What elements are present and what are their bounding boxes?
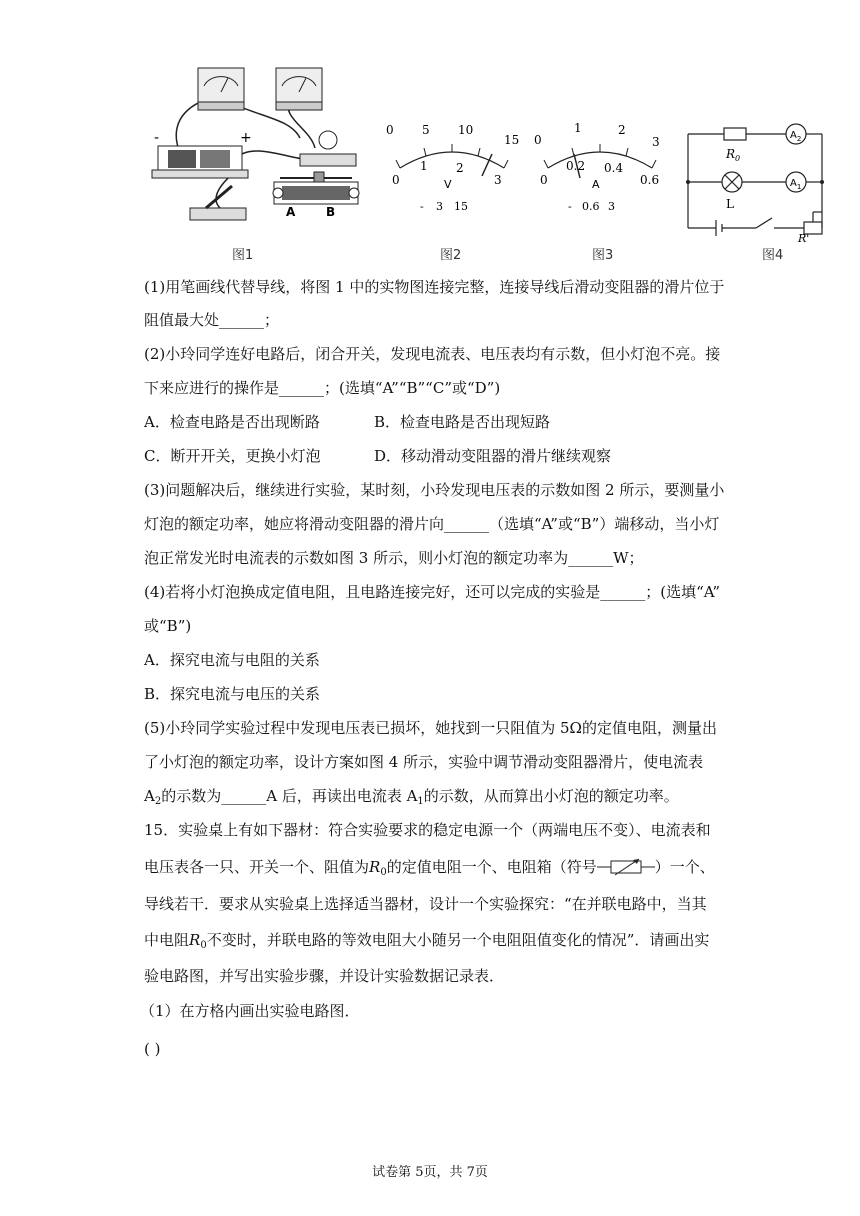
voltmeter-dial (382, 118, 522, 218)
rheostat-label-b: B (326, 205, 336, 219)
q3-line-1: (3)问题解决后，继续进行实验，某时刻，小玲发现电压表的示数如图 2 所示，要测量小 (144, 481, 725, 499)
schematic-rheostat-label: R' (798, 232, 810, 245)
page-footer: 试卷第 5页，共 7页 (372, 1165, 488, 1180)
figure-1-caption: 图1 (232, 248, 254, 263)
q5-line-3-c: 的示数，从而算出小灯泡的额定功率。 (423, 787, 679, 805)
q4-line-2: 或“B”) (144, 617, 192, 635)
q15-r0-subscript: 0 (380, 867, 387, 878)
q15-line-4-r0-letter: R (189, 931, 201, 949)
voltmeter-bottom-tick-2: 2 (456, 161, 464, 175)
q5-line-1: (5)小玲同学实验过程中发现电压表已损坏，她找到一只阻值为 5Ω的定值电阻，测量出 (144, 719, 717, 737)
q5-line-3-a: A (144, 787, 155, 805)
q15-line-5: 验电路图，并写出实验步骤，并设计实验数据记录表． (144, 967, 505, 985)
a2-letter: A (790, 130, 797, 141)
q4-option-b: B．探究电流与电压的关系 (144, 685, 321, 703)
q3-line-3: 泡正常发光时电流表的示数如图 3 所示，则小灯泡的额定功率为______W； (144, 549, 644, 567)
q2-line-2: 下来应进行的操作是______；(选填“A”“B”“C”或“D”) (144, 379, 501, 397)
ammeter-top-tick-0: 0 (534, 133, 542, 147)
q5-sub-2: 2 (154, 796, 162, 807)
figure-2-caption: 图2 (440, 248, 462, 263)
q2-line-1: (2)小玲同学连好电路后，闭合开关，发现电流表、电压表均有示数，但小灯泡不亮。接 (144, 345, 721, 363)
q5-line-3 (144, 785, 679, 807)
r0-subscript: 0 (735, 154, 741, 163)
battery-plus-label: + (240, 130, 252, 146)
ammeter-terminal-3: 3 (608, 200, 615, 213)
voltmeter-top-tick-10: 10 (458, 123, 474, 137)
voltmeter-unit: V (444, 178, 452, 191)
q1-line-2: 阻值最大处______； (144, 311, 280, 329)
figure-3-caption: 图3 (592, 248, 614, 263)
q15-line-1: 15．实验桌上有如下器材：符合实验要求的稳定电源一个（两端电压不变）、电流表和 (144, 821, 711, 839)
a1-letter: A (790, 178, 797, 189)
q2-option-a: A．检查电路是否出现断路 (144, 413, 320, 431)
q2-option-c: C．断开开关，更换小灯泡 (144, 447, 321, 465)
figure-1 (140, 58, 370, 238)
a2-subscript: 2 (796, 135, 802, 143)
q15-line-2-a: 电压表各一只、开关一个、阻值为 (144, 858, 370, 876)
figures-row (140, 58, 810, 268)
voltmeter-bottom-tick-1: 1 (420, 159, 428, 173)
ammeter-top-tick-1: 1 (574, 121, 582, 135)
voltmeter-bottom-tick-3: 3 (494, 173, 502, 187)
q15-line-4-b: 不变时，并联电路的等效电阻大小随另一个电阻阻值变化的情况”．请画出实 (206, 931, 710, 949)
voltmeter-top-tick-15: 15 (504, 133, 520, 147)
resistance-box-symbol-icon (597, 858, 655, 876)
q15-line-3: 导线若干．要求从实验桌上选择适当器材，设计一个实验探究：“在并联电路中，当其 (144, 895, 707, 913)
q15-answer-blank: ( ) (144, 1040, 161, 1058)
figure-4 (680, 118, 830, 245)
q15-line-2-b: 的定值电阻一个、电阻箱（符号 (386, 858, 597, 876)
q2-option-d: D．移动滑动变阻器的滑片继续观察 (374, 447, 612, 465)
q4-option-a: A．探究电流与电阻的关系 (144, 651, 320, 669)
figure-2 (382, 118, 522, 218)
q1-line-1: (1)用笔画线代替导线，将图 1 中的实物图连接完整，连接导线后滑动变阻器的滑片位于 (144, 278, 725, 296)
q2-option-b: B．检查电路是否出现短路 (374, 413, 551, 431)
ammeter-bottom-tick-06: 0.6 (640, 173, 660, 187)
voltmeter-top-tick-5: 5 (422, 123, 430, 137)
voltmeter-terminal-minus: - (420, 200, 424, 213)
schematic-lamp-label: L (726, 197, 734, 211)
q15-line-6: （1）在方格内画出实验电路图． (140, 1002, 360, 1020)
ammeter-terminal-minus: - (568, 200, 572, 213)
figure-1-drawing (140, 58, 370, 238)
q4-line-1: (4)若将小灯泡换成定值电阻，且电路连接完好，还可以完成的实验是______；(选填“A” (144, 583, 721, 601)
q5-line-2: 了小灯泡的额定功率，设计方案如图 4 所示，实验中调节滑动变阻器滑片，使电流表 (144, 753, 704, 771)
q15-line-4-r0-subscript: 0 (200, 940, 207, 951)
q3-line-2: 灯泡的额定功率，她应将滑动变阻器的滑片向______（选填“A”或“B”）端移动，当小灯 (144, 515, 720, 533)
q5-line-3-b: 的示数为______A 后，再读出电流表 A (161, 787, 418, 805)
q15-line-4-a: 中电阻 (144, 931, 190, 949)
ammeter-unit: A (592, 178, 600, 191)
battery-minus-label: - (154, 130, 160, 146)
figure-4-caption: 图4 (762, 248, 784, 263)
q15-r0-letter: R (369, 858, 381, 876)
ammeter-bottom-tick-02: 0.2 (566, 159, 586, 173)
ammeter-top-tick-3: 3 (652, 135, 660, 149)
schematic-r0-label (725, 147, 740, 163)
ammeter-top-tick-2: 2 (618, 123, 626, 137)
a1-subscript: 1 (796, 183, 802, 191)
ammeter-dial (530, 118, 670, 218)
q5-sub-1: 1 (417, 796, 424, 807)
figure-3 (530, 118, 670, 218)
voltmeter-terminal-15: 15 (454, 200, 468, 213)
ammeter-bottom-tick-0: 0 (540, 173, 548, 187)
q15-line-2 (144, 856, 715, 878)
voltmeter-bottom-tick-0: 0 (392, 173, 400, 187)
schematic-a2-label (790, 130, 801, 143)
r0-letter: R (726, 147, 736, 161)
voltmeter-top-tick-0: 0 (386, 123, 394, 137)
q15-line-2-c: ）一个、 (654, 858, 715, 876)
rheostat-label-a: A (286, 205, 296, 219)
schematic-a1-label (790, 178, 801, 191)
ammeter-terminal-06: 0.6 (582, 200, 600, 213)
voltmeter-terminal-3: 3 (436, 200, 443, 213)
q15-line-4 (144, 929, 709, 951)
circuit-schematic (680, 118, 830, 245)
ammeter-bottom-tick-04: 0.4 (604, 161, 624, 175)
